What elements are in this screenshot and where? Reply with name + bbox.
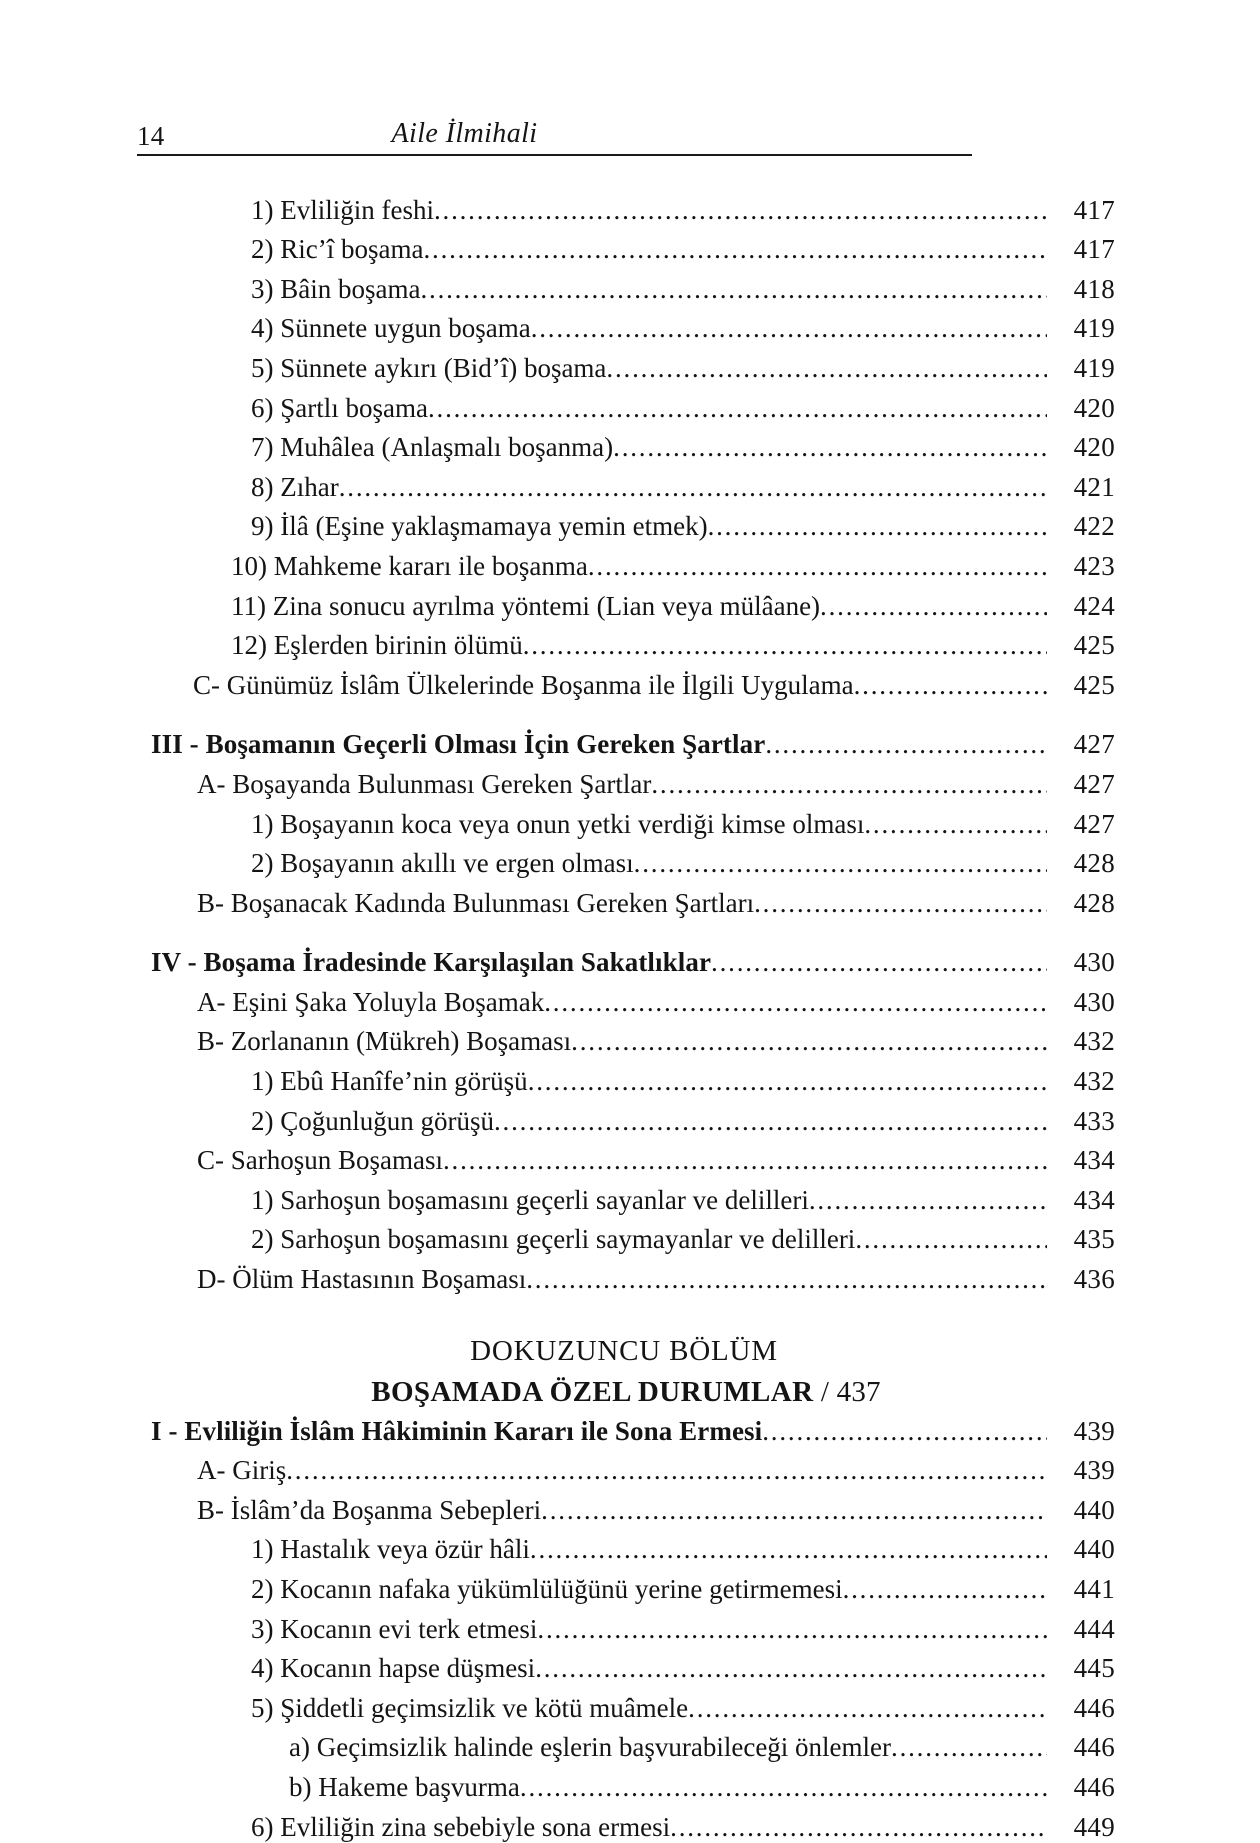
toc-entry-label: 11) Zina sonucu ayrılma yöntemi (Lian veya mülâane) [231, 590, 821, 621]
toc-entry-page-number: 432 [1073, 1066, 1115, 1097]
toc-leader-dots [688, 1697, 1047, 1724]
toc-entry-page-number: 427 [1073, 768, 1115, 799]
toc-entry[interactable] [231, 622, 1115, 662]
toc-entry[interactable] [197, 1447, 1115, 1487]
toc-entry-page-number: 446 [1073, 1732, 1115, 1763]
toc-leader-dots [708, 515, 1047, 542]
toc-entry-label: 10) Mahkeme kararı ile boşanma [231, 550, 588, 581]
chapter-title-line [137, 1374, 1115, 1412]
chapter-page-number: 437 [836, 1376, 881, 1409]
toc-leader-dots [528, 1070, 1047, 1097]
toc-entry-label: 8) Zıhar [251, 471, 339, 502]
toc-entry[interactable] [251, 424, 1115, 464]
toc-leader-dots [434, 199, 1047, 226]
toc-entry[interactable] [289, 1763, 1115, 1803]
toc-leader-dots [634, 852, 1047, 879]
toc-entry-label: III - Boşamanın Geçerli Olması İçin Gereken Şartlar [151, 729, 766, 760]
toc-entry-label: A- Giriş [197, 1455, 287, 1486]
toc-entry-page-number: 419 [1073, 313, 1115, 344]
toc-leader-dots [531, 317, 1047, 344]
toc-entry-page-number: 428 [1073, 887, 1115, 918]
toc-entry-label: a) Geçimsizlik halinde eşlerin başvurabileceği önlemler [289, 1732, 892, 1763]
toc-entry[interactable] [251, 226, 1115, 266]
toc-entry-label: A- Boşayanda Bulunması Gereken Şartlar [197, 768, 652, 799]
toc-entry-label: 3) Bâin boşama [251, 273, 421, 304]
toc-leader-dots [443, 1149, 1047, 1176]
toc-entry-label: I - Evliliğin İslâm Hâkiminin Kararı ile Sona Ermesi [151, 1415, 763, 1446]
toc-entry-page-number: 417 [1073, 234, 1115, 265]
toc-entry-page-number: 417 [1073, 194, 1115, 225]
toc-entry-page-number: 427 [1073, 729, 1115, 760]
toc-entry-page-number: 423 [1073, 550, 1115, 581]
toc-entry-label: 4) Sünnete uygun boşama [251, 313, 531, 344]
toc-leader-dots [530, 1538, 1047, 1565]
toc-leader-dots [526, 1268, 1047, 1295]
toc-entry[interactable] [251, 1526, 1115, 1566]
toc-leader-dots [423, 238, 1047, 265]
header-rule [137, 154, 972, 156]
toc-leader-dots [571, 1030, 1047, 1057]
toc-entry[interactable] [251, 463, 1115, 503]
toc-leader-dots [535, 1657, 1047, 1684]
toc-entry[interactable] [197, 1255, 1115, 1295]
chapter-title: BOŞAMADA ÖZEL DURUMLAR [371, 1376, 814, 1409]
toc-entry[interactable] [251, 1097, 1115, 1137]
toc-entry[interactable] [197, 1137, 1115, 1177]
toc-entry-label: 6) Evliliğin zina sebebiyle sona ermesi [251, 1811, 671, 1842]
toc-entry[interactable] [251, 305, 1115, 345]
running-head [137, 104, 967, 152]
toc-entry-page-number: 439 [1073, 1455, 1115, 1486]
toc-entry-page-number: 439 [1073, 1415, 1115, 1446]
toc-leader-dots [651, 773, 1047, 800]
toc-entry-page-number: 425 [1073, 669, 1115, 700]
toc-entry-label: 1) Ebû Hanîfe’nin görüşü [251, 1066, 528, 1097]
toc-leader-dots [854, 674, 1047, 701]
toc-leader-dots [286, 1459, 1047, 1486]
toc-entry-page-number: 433 [1073, 1105, 1115, 1136]
toc-leader-dots [339, 476, 1047, 503]
toc-entry[interactable] [251, 1803, 1115, 1843]
toc-leader-dots [523, 634, 1047, 661]
toc-entry[interactable] [251, 840, 1115, 880]
toc-leader-dots [670, 1816, 1047, 1843]
toc-entry-page-number: 446 [1073, 1692, 1115, 1723]
toc-entry[interactable] [251, 503, 1115, 543]
toc-entry-label: 6) Şartlı boşama [251, 392, 428, 423]
page-folio-number: 14 [137, 121, 165, 151]
toc-entry-label: 2) Ric’î boşama [251, 234, 424, 265]
toc-leader-dots [820, 595, 1047, 622]
toc-entry[interactable] [231, 582, 1115, 622]
toc-entry-page-number: 418 [1073, 273, 1115, 304]
toc-entry-label: 4) Kocanın hapse düşmesi [251, 1653, 536, 1684]
toc-leader-dots [428, 397, 1047, 424]
toc-entry[interactable] [251, 1645, 1115, 1685]
toc-entry[interactable] [251, 1216, 1115, 1256]
toc-entry-label: 2) Boşayanın akıllı ve ergen olması [251, 848, 634, 879]
toc-leader-dots [754, 892, 1047, 919]
toc-leader-dots [494, 1110, 1047, 1137]
toc-entry-page-number: 446 [1073, 1771, 1115, 1802]
toc-entry-label: D- Ölüm Hastasının Boşaması [197, 1264, 527, 1295]
toc-entry-page-number: 445 [1073, 1653, 1115, 1684]
toc-entry[interactable] [251, 1605, 1115, 1645]
toc-leader-dots [537, 1618, 1047, 1645]
toc-entry-page-number: 436 [1073, 1264, 1115, 1295]
toc-entry-page-number: 428 [1073, 848, 1115, 879]
toc-entry-page-number: 430 [1073, 986, 1115, 1017]
toc-entry[interactable] [231, 542, 1115, 582]
toc-entry[interactable] [197, 1018, 1115, 1058]
toc-entry-page-number: 421 [1073, 471, 1115, 502]
toc-entry-label: 7) Muhâlea (Anlaşmalı boşanma) [251, 432, 614, 463]
chapter-number-line: DOKUZUNCU BÖLÜM [470, 1335, 778, 1368]
toc-entry-page-number: 425 [1073, 630, 1115, 661]
toc-entry-label: C- Günümüz İslâm Ülkelerinde Boşanma ile İlgili Uygulama [193, 669, 854, 700]
toc-leader-dots [809, 1189, 1047, 1216]
toc-leader-dots [762, 1420, 1047, 1447]
toc-entry[interactable] [197, 1486, 1115, 1526]
toc-entry-page-number: 427 [1073, 808, 1115, 839]
toc-entry-label: 2) Çoğunluğun görüşü [251, 1105, 494, 1136]
toc-entry-label: 2) Sarhoşun boşamasını geçerli saymayanlar ve delilleri [251, 1224, 856, 1255]
toc-entry[interactable] [151, 721, 1115, 761]
toc-entry-label: C- Sarhoşun Boşaması [197, 1145, 443, 1176]
toc-entry[interactable] [193, 661, 1115, 701]
toc-leader-dots [606, 357, 1047, 384]
toc-entry-label: 1) Boşayanın koca veya onun yetki verdiği kimse olması [251, 808, 865, 839]
toc-entry[interactable] [251, 384, 1115, 424]
toc-entry-label: 5) Şiddetli geçimsizlik ve kötü muâmele [251, 1692, 689, 1723]
toc-entry[interactable] [251, 1565, 1115, 1605]
toc-entry-label: B- Zorlananın (Mükreh) Boşaması [197, 1026, 572, 1057]
toc-entry[interactable] [289, 1724, 1115, 1764]
toc-entry-page-number: 419 [1073, 352, 1115, 383]
toc-entry-label: 1) Hastalık veya özür hâli [251, 1534, 530, 1565]
toc-entry-page-number: 434 [1073, 1145, 1115, 1176]
toc-leader-dots [843, 1578, 1047, 1605]
toc-entry[interactable] [151, 939, 1115, 979]
toc-entry-page-number: 444 [1073, 1613, 1115, 1644]
toc-entry-page-number: 422 [1073, 511, 1115, 542]
chapter-separator: / [813, 1376, 837, 1409]
toc-entry-page-number: 420 [1073, 432, 1115, 463]
toc-entry-label: b) Hakeme başvurma [289, 1771, 520, 1802]
toc-entry-label: 9) İlâ (Eşine yaklaşmamaya yemin etmek) [251, 511, 708, 542]
toc-entry[interactable] [251, 265, 1115, 305]
toc-entry-label: 1) Sarhoşun boşamasını geçerli sayanlar ve delilleri [251, 1184, 809, 1215]
toc-entry-label: A- Eşini Şaka Yoluyla Boşamak [197, 986, 545, 1017]
toc-entry[interactable] [251, 186, 1115, 226]
toc-entry-label: 2) Kocanın nafaka yükümlülüğünü yerine getirmemesi [251, 1574, 843, 1604]
toc-entry-page-number: 441 [1073, 1574, 1115, 1604]
toc-entry[interactable] [251, 1057, 1115, 1097]
toc-entry-label: 12) Eşlerden birinin ölümü [231, 630, 523, 661]
chapter-heading [137, 1335, 1115, 1412]
toc-entry[interactable] [251, 800, 1115, 840]
toc-entry-label: 1) Evliliğin feshi [251, 194, 434, 225]
toc-leader-dots [864, 813, 1047, 840]
toc-leader-dots [420, 278, 1047, 305]
toc-entry-page-number: 434 [1073, 1184, 1115, 1215]
toc-entry[interactable] [251, 344, 1115, 384]
toc-entry-page-number: 420 [1073, 392, 1115, 423]
toc-entry-page-number: 440 [1073, 1534, 1115, 1565]
toc-entry-page-number: 432 [1073, 1026, 1115, 1057]
toc-entry-page-number: 449 [1073, 1811, 1115, 1842]
toc-entry-page-number: 430 [1073, 947, 1115, 978]
toc-entry-page-number: 435 [1073, 1224, 1115, 1255]
toc-leader-dots [891, 1736, 1047, 1763]
toc-entry-label: 3) Kocanın evi terk etmesi [251, 1613, 538, 1644]
toc-entry[interactable] [197, 879, 1115, 919]
toc-entry-label: B- Boşanacak Kadında Bulunması Gereken Şartları [197, 887, 755, 918]
toc-leader-dots [588, 555, 1047, 582]
toc-entry-label: 5) Sünnete aykırı (Bid’î) boşama [251, 352, 607, 383]
toc-leader-dots [613, 436, 1047, 463]
toc-entry[interactable] [251, 1684, 1115, 1724]
toc-leader-dots [520, 1776, 1047, 1803]
toc-entry[interactable] [151, 1407, 1115, 1447]
toc-entry-label: IV - Boşama İradesinde Karşılaşılan Sakatlıklar [151, 947, 712, 978]
toc-leader-dots [544, 991, 1047, 1018]
toc-leader-dots [711, 951, 1047, 978]
toc-leader-dots [855, 1228, 1047, 1255]
toc-entry[interactable] [251, 1176, 1115, 1216]
toc-leader-dots [765, 733, 1047, 760]
toc-entry-label: B- İslâm’da Boşanma Sebepleri [197, 1494, 542, 1525]
toc-entry[interactable] [197, 760, 1115, 800]
table-of-contents [137, 186, 1115, 1843]
book-title: Aile İlmihali [391, 118, 538, 149]
toc-leader-dots [541, 1499, 1047, 1526]
toc-entry-page-number: 424 [1073, 590, 1115, 621]
toc-entry-page-number: 440 [1073, 1494, 1115, 1525]
toc-entry[interactable] [197, 978, 1115, 1018]
